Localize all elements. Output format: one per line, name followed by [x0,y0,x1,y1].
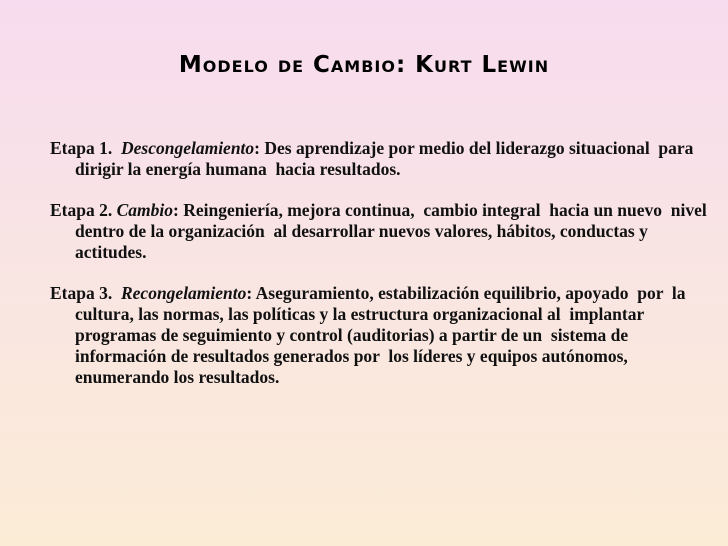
stage-3-name: Recongelamiento [120,283,247,303]
stage-1-paragraph [50,138,710,180]
stage-1-prefix: Etapa 1. [50,138,121,158]
slide-title: Modelo de Cambio: Kurt Lewin [178,52,550,78]
stage-2-prefix: Etapa 2. [50,200,117,220]
stage-1-name: Descongelamiento [120,138,255,158]
stage-3-paragraph [50,283,710,388]
stage-2-paragraph [50,200,710,263]
stage-2-text: : Reingeniería, mejora continua, cambio integral hacia un nuevo nivel dentro de la organización al desarrollar nuevos valores, hábitos, conductas y actitudes. [75,200,712,262]
stage-3-text: : Aseguramiento, estabilización equilibrio, apoyado por la cultura, las normas, las políticas y la estructura organizacional al implantar programas de seguimiento y control (auditorias) a partir de un sistema de información de resultados generados por los líderes y equipos autónomos, enumerando los resultados. [75,283,690,387]
stage-1-text: : Des aprendizaje por medio del liderazgo situacional para dirigir la energía humana hacia resultados. [75,138,698,179]
slide-body [50,138,710,408]
stage-2-name: Cambio [116,200,174,220]
stage-3-prefix: Etapa 3. [50,283,121,303]
